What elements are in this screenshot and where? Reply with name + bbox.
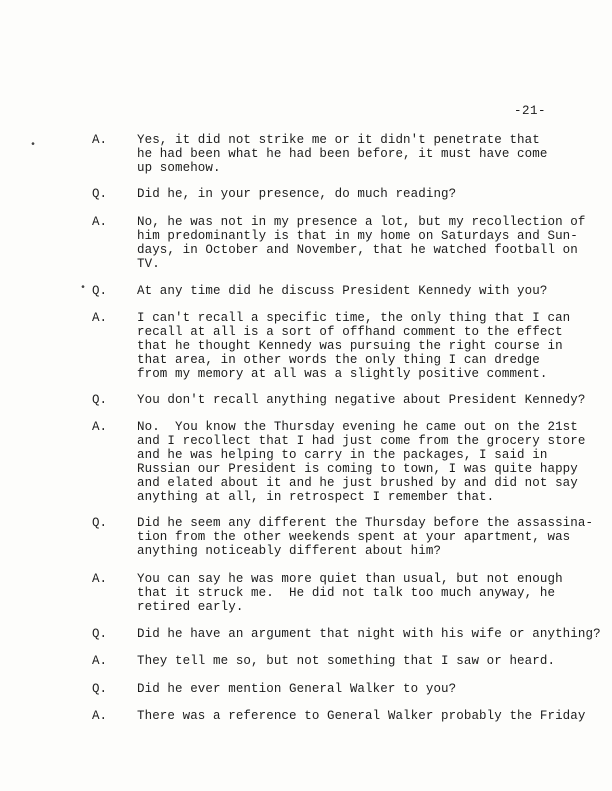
speaker-label: Q. — [92, 284, 108, 298]
margin-mark: • — [30, 140, 37, 151]
question-text: Did he seem any different the Thursday before the assassina- tion from the other weekends spent at your apartment, was anything noticeably different about him? — [137, 516, 594, 558]
answer-text: No, he was not in my presence a lot, but my recollection of him predominantly is that in my home on Saturdays and Sun- days, in October and November, that he watched football on TV. — [137, 215, 586, 271]
speaker-label: A. — [92, 709, 108, 723]
answer-text: No. You know the Thursday evening he came out on the 21st and I recollect that I had just come from the grocery store and he was helping to carry in the packages, I said in Russian our President is coming to town, I was quite happy and elated about it and he just brushed by and did not say anything at all, in retrospect I remember that. — [137, 420, 586, 504]
speaker-label: A. — [92, 133, 108, 147]
page-number: -21- — [514, 104, 547, 118]
question-text: Did he ever mention General Walker to you? — [137, 682, 457, 696]
question-text: You don't recall anything negative about President Kennedy? — [137, 393, 586, 407]
speaker-label: A. — [92, 311, 108, 325]
answer-text: Yes, it did not strike me or it didn't penetrate that he had been what he had been before, it must have come up somehow. — [137, 133, 548, 175]
speaker-label: A. — [92, 572, 108, 586]
speaker-label: Q. — [92, 187, 108, 201]
speaker-label: Q. — [92, 393, 108, 407]
speaker-label: A. — [92, 420, 108, 434]
speaker-label: A. — [92, 654, 108, 668]
question-text: Did he, in your presence, do much reading? — [137, 187, 457, 201]
speaker-label: A. — [92, 215, 108, 229]
question-text: At any time did he discuss President Kennedy with you? — [137, 284, 548, 298]
answer-text: There was a reference to General Walker probably the Friday — [137, 709, 586, 723]
speaker-label: Q. — [92, 516, 108, 530]
answer-text: You can say he was more quiet than usual, but not enough that it struck me. He did not talk too much anyway, he retired early. — [137, 572, 563, 614]
speaker-label: Q. — [92, 682, 108, 696]
question-text: Did he have an argument that night with his wife or anything? — [137, 627, 601, 641]
margin-mark: • — [80, 283, 87, 294]
speaker-label: Q. — [92, 627, 108, 641]
answer-text: They tell me so, but not something that I saw or heard. — [137, 654, 556, 668]
answer-text: I can't recall a specific time, the only thing that I can recall at all is a sort of offhand comment to the effect that he thought Kennedy was pursuing the right course in that area, in other words the only thing I can dredge from my memory at all was a slightly positive comment. — [137, 311, 571, 381]
